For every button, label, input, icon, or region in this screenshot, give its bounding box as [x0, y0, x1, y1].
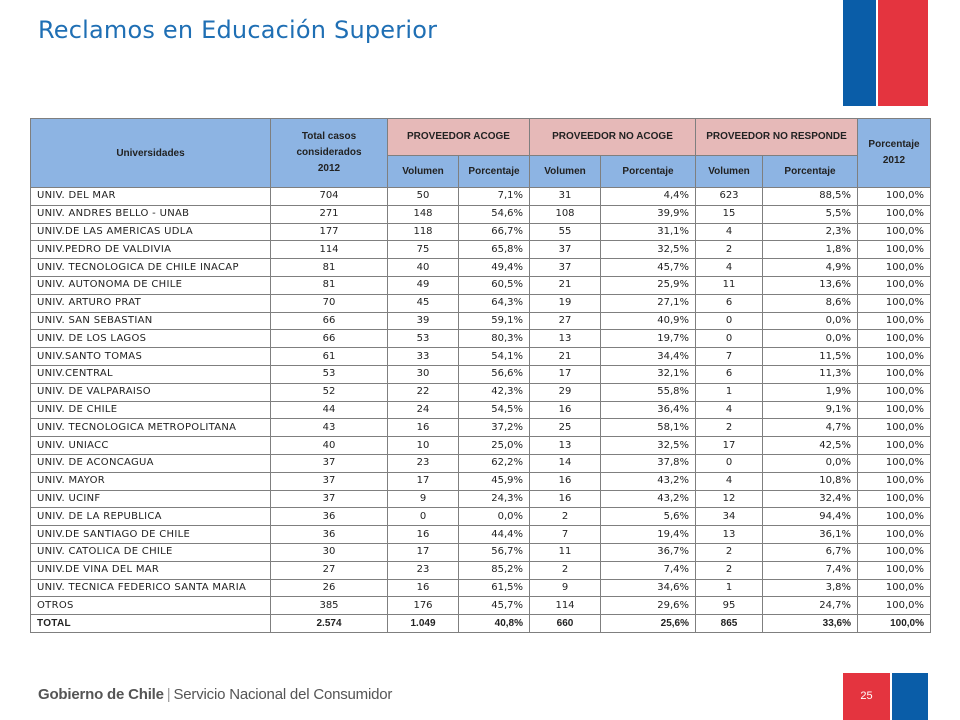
subheader-porcentaje: Porcentaje [459, 155, 530, 187]
cell-no-acoge-porcentaje: 25,9% [601, 276, 696, 294]
table-row [31, 543, 931, 561]
cell-total: 43 [271, 419, 388, 437]
cell-no-responde-volumen: 6 [696, 294, 763, 312]
cell-porcentaje-2012: 100,0% [858, 543, 931, 561]
table-row [31, 401, 931, 419]
cell-no-acoge-porcentaje: 32,1% [601, 365, 696, 383]
table-row [31, 490, 931, 508]
cell-acoge-volumen: 9 [388, 490, 459, 508]
cell-porcentaje-2012: 100,0% [858, 615, 931, 633]
table-row [31, 348, 931, 366]
cell-no-responde-porcentaje: 32,4% [763, 490, 858, 508]
cell-university: UNIV.DE VINA DEL MAR [31, 561, 271, 579]
cell-acoge-porcentaje: 40,8% [459, 615, 530, 633]
cell-total: 26 [271, 579, 388, 597]
cell-porcentaje-2012: 100,0% [858, 383, 931, 401]
cell-total: 36 [271, 508, 388, 526]
cell-no-responde-porcentaje: 24,7% [763, 597, 858, 615]
header-universidades: Universidades [31, 119, 271, 188]
footer [38, 686, 392, 703]
cell-no-responde-volumen: 4 [696, 223, 763, 241]
cell-acoge-volumen: 23 [388, 454, 459, 472]
cell-total: 37 [271, 490, 388, 508]
cell-no-acoge-porcentaje: 19,4% [601, 526, 696, 544]
cell-no-acoge-porcentaje: 39,9% [601, 205, 696, 223]
cell-acoge-volumen: 33 [388, 348, 459, 366]
cell-acoge-porcentaje: 7,1% [459, 188, 530, 206]
cell-no-responde-volumen: 0 [696, 312, 763, 330]
table-row [31, 188, 931, 206]
cell-no-acoge-volumen: 21 [530, 348, 601, 366]
cell-no-responde-porcentaje: 33,6% [763, 615, 858, 633]
cell-porcentaje-2012: 100,0% [858, 526, 931, 544]
cell-porcentaje-2012: 100,0% [858, 365, 931, 383]
subheader-porcentaje: Porcentaje [601, 155, 696, 187]
cell-no-acoge-volumen: 21 [530, 276, 601, 294]
cell-no-responde-porcentaje: 10,8% [763, 472, 858, 490]
cell-university: UNIV. TECNICA FEDERICO SANTA MARIA [31, 579, 271, 597]
flag-blue-top [843, 0, 876, 106]
cell-porcentaje-2012: 100,0% [858, 419, 931, 437]
cell-university: UNIV. DE VALPARAISO [31, 383, 271, 401]
cell-no-responde-volumen: 12 [696, 490, 763, 508]
footer-servicio: Servicio Nacional del Consumidor [173, 686, 393, 703]
cell-university: UNIV. ARTURO PRAT [31, 294, 271, 312]
cell-porcentaje-2012: 100,0% [858, 472, 931, 490]
cell-no-responde-porcentaje: 0,0% [763, 454, 858, 472]
cell-porcentaje-2012: 100,0% [858, 579, 931, 597]
cell-acoge-volumen: 30 [388, 365, 459, 383]
cell-no-responde-volumen: 623 [696, 188, 763, 206]
cell-porcentaje-2012: 100,0% [858, 561, 931, 579]
table-row [31, 508, 931, 526]
cell-acoge-porcentaje: 56,6% [459, 365, 530, 383]
cell-acoge-porcentaje: 44,4% [459, 526, 530, 544]
cell-no-acoge-porcentaje: 25,6% [601, 615, 696, 633]
cell-no-responde-volumen: 34 [696, 508, 763, 526]
cell-no-acoge-volumen: 29 [530, 383, 601, 401]
cell-no-responde-porcentaje: 11,3% [763, 365, 858, 383]
cell-university: UNIV. SAN SEBASTIAN [31, 312, 271, 330]
cell-acoge-volumen: 0 [388, 508, 459, 526]
table-row [31, 276, 931, 294]
cell-acoge-volumen: 49 [388, 276, 459, 294]
cell-acoge-porcentaje: 80,3% [459, 330, 530, 348]
cell-no-acoge-volumen: 2 [530, 561, 601, 579]
cell-no-responde-volumen: 15 [696, 205, 763, 223]
cell-university: UNIV. UCINF [31, 490, 271, 508]
table-row [31, 259, 931, 277]
cell-no-responde-volumen: 6 [696, 365, 763, 383]
cell-porcentaje-2012: 100,0% [858, 330, 931, 348]
header-acoge: PROVEEDOR ACOGE [388, 119, 530, 156]
cell-no-responde-porcentaje: 3,8% [763, 579, 858, 597]
cell-no-acoge-porcentaje: 19,7% [601, 330, 696, 348]
cell-no-acoge-porcentaje: 58,1% [601, 419, 696, 437]
cell-acoge-porcentaje: 60,5% [459, 276, 530, 294]
cell-acoge-porcentaje: 25,0% [459, 437, 530, 455]
cell-acoge-volumen: 39 [388, 312, 459, 330]
cell-total: 81 [271, 276, 388, 294]
cell-total: 271 [271, 205, 388, 223]
page-number: 25 [860, 690, 873, 702]
cell-university: UNIV. CATOLICA DE CHILE [31, 543, 271, 561]
cell-no-responde-porcentaje: 4,7% [763, 419, 858, 437]
cell-acoge-porcentaje: 64,3% [459, 294, 530, 312]
table-row [31, 365, 931, 383]
cell-no-acoge-porcentaje: 43,2% [601, 490, 696, 508]
table-row [31, 241, 931, 259]
cell-acoge-volumen: 23 [388, 561, 459, 579]
cell-acoge-volumen: 16 [388, 419, 459, 437]
cell-acoge-volumen: 16 [388, 579, 459, 597]
cell-no-acoge-volumen: 16 [530, 490, 601, 508]
table-body [31, 188, 931, 633]
cell-acoge-porcentaje: 45,7% [459, 597, 530, 615]
cell-no-responde-volumen: 17 [696, 437, 763, 455]
table-row [31, 437, 931, 455]
cell-no-acoge-volumen: 660 [530, 615, 601, 633]
flag-blue-bottom [892, 673, 928, 720]
cell-porcentaje-2012: 100,0% [858, 312, 931, 330]
cell-porcentaje-2012: 100,0% [858, 294, 931, 312]
cell-no-acoge-volumen: 31 [530, 188, 601, 206]
cell-porcentaje-2012: 100,0% [858, 437, 931, 455]
cell-acoge-volumen: 22 [388, 383, 459, 401]
cell-total: 81 [271, 259, 388, 277]
cell-no-responde-volumen: 2 [696, 419, 763, 437]
table-row [31, 383, 931, 401]
cell-total: 37 [271, 472, 388, 490]
cell-no-responde-porcentaje: 1,8% [763, 241, 858, 259]
cell-university: UNIV. DE CHILE [31, 401, 271, 419]
cell-no-acoge-volumen: 7 [530, 526, 601, 544]
cell-university: UNIV. ANDRES BELLO - UNAB [31, 205, 271, 223]
cell-no-acoge-porcentaje: 32,5% [601, 437, 696, 455]
cell-no-responde-porcentaje: 36,1% [763, 526, 858, 544]
cell-no-acoge-volumen: 37 [530, 259, 601, 277]
cell-total: 36 [271, 526, 388, 544]
cell-no-responde-porcentaje: 88,5% [763, 188, 858, 206]
cell-university: UNIV.SANTO TOMAS [31, 348, 271, 366]
subheader-volumen: Volumen [530, 155, 601, 187]
cell-total: 53 [271, 365, 388, 383]
cell-total: 37 [271, 454, 388, 472]
cell-porcentaje-2012: 100,0% [858, 348, 931, 366]
table-row [31, 205, 931, 223]
cell-acoge-porcentaje: 65,8% [459, 241, 530, 259]
table-row [31, 419, 931, 437]
cell-acoge-volumen: 118 [388, 223, 459, 241]
cell-no-acoge-volumen: 17 [530, 365, 601, 383]
total-row [31, 615, 931, 633]
cell-porcentaje-2012: 100,0% [858, 454, 931, 472]
cell-acoge-volumen: 148 [388, 205, 459, 223]
cell-porcentaje-2012: 100,0% [858, 508, 931, 526]
subheader-volumen: Volumen [388, 155, 459, 187]
page-title: Reclamos en Educación Superior [38, 16, 438, 44]
cell-acoge-porcentaje: 59,1% [459, 312, 530, 330]
cell-no-acoge-porcentaje: 34,6% [601, 579, 696, 597]
cell-no-responde-volumen: 0 [696, 454, 763, 472]
cell-no-acoge-porcentaje: 31,1% [601, 223, 696, 241]
header-total: Total casos considerados 2012 [271, 119, 388, 188]
cell-acoge-volumen: 16 [388, 526, 459, 544]
cell-acoge-volumen: 10 [388, 437, 459, 455]
subheader-volumen: Volumen [696, 155, 763, 187]
cell-no-acoge-volumen: 25 [530, 419, 601, 437]
cell-no-responde-volumen: 13 [696, 526, 763, 544]
cell-university: UNIV.DE LAS AMERICAS UDLA [31, 223, 271, 241]
cell-no-acoge-volumen: 37 [530, 241, 601, 259]
cell-acoge-volumen: 176 [388, 597, 459, 615]
cell-acoge-porcentaje: 54,1% [459, 348, 530, 366]
cell-acoge-porcentaje: 45,9% [459, 472, 530, 490]
table-row [31, 330, 931, 348]
cell-university: UNIV. DE LA REPUBLICA [31, 508, 271, 526]
cell-no-responde-volumen: 1 [696, 579, 763, 597]
cell-total: 30 [271, 543, 388, 561]
cell-porcentaje-2012: 100,0% [858, 241, 931, 259]
cell-no-responde-volumen: 4 [696, 259, 763, 277]
cell-no-responde-volumen: 2 [696, 561, 763, 579]
cell-porcentaje-2012: 100,0% [858, 188, 931, 206]
header-porcentaje: Porcentaje 2012 [858, 119, 931, 188]
footer-gobierno: Gobierno de Chile [38, 686, 164, 703]
cell-university: UNIV.DE SANTIAGO DE CHILE [31, 526, 271, 544]
cell-no-acoge-porcentaje: 27,1% [601, 294, 696, 312]
cell-acoge-volumen: 53 [388, 330, 459, 348]
cell-total: 66 [271, 312, 388, 330]
cell-no-acoge-porcentaje: 40,9% [601, 312, 696, 330]
cell-university: UNIV. DEL MAR [31, 188, 271, 206]
cell-total: 44 [271, 401, 388, 419]
cell-total: 66 [271, 330, 388, 348]
cell-acoge-porcentaje: 85,2% [459, 561, 530, 579]
cell-no-acoge-volumen: 19 [530, 294, 601, 312]
cell-no-responde-porcentaje: 11,5% [763, 348, 858, 366]
cell-no-acoge-volumen: 14 [530, 454, 601, 472]
cell-total: 385 [271, 597, 388, 615]
cell-acoge-porcentaje: 42,3% [459, 383, 530, 401]
table-row [31, 597, 931, 615]
cell-no-responde-porcentaje: 13,6% [763, 276, 858, 294]
cell-porcentaje-2012: 100,0% [858, 490, 931, 508]
cell-no-responde-porcentaje: 94,4% [763, 508, 858, 526]
cell-no-acoge-volumen: 55 [530, 223, 601, 241]
cell-acoge-porcentaje: 0,0% [459, 508, 530, 526]
cell-porcentaje-2012: 100,0% [858, 259, 931, 277]
cell-acoge-porcentaje: 54,6% [459, 205, 530, 223]
cell-no-responde-volumen: 4 [696, 401, 763, 419]
cell-no-responde-volumen: 7 [696, 348, 763, 366]
cell-no-responde-volumen: 1 [696, 383, 763, 401]
cell-acoge-porcentaje: 54,5% [459, 401, 530, 419]
cell-total: 114 [271, 241, 388, 259]
cell-acoge-porcentaje: 66,7% [459, 223, 530, 241]
cell-no-responde-volumen: 2 [696, 241, 763, 259]
cell-university: UNIV. DE LOS LAGOS [31, 330, 271, 348]
cell-university: UNIV.PEDRO DE VALDIVIA [31, 241, 271, 259]
cell-no-responde-porcentaje: 1,9% [763, 383, 858, 401]
cell-porcentaje-2012: 100,0% [858, 401, 931, 419]
cell-university: UNIV. TECNOLOGICA METROPOLITANA [31, 419, 271, 437]
cell-university: UNIV. TECNOLOGICA DE CHILE INACAP [31, 259, 271, 277]
table-row [31, 312, 931, 330]
cell-acoge-volumen: 40 [388, 259, 459, 277]
table-row [31, 472, 931, 490]
table-row [31, 294, 931, 312]
cell-acoge-porcentaje: 61,5% [459, 579, 530, 597]
cell-no-acoge-porcentaje: 43,2% [601, 472, 696, 490]
cell-no-acoge-porcentaje: 5,6% [601, 508, 696, 526]
cell-porcentaje-2012: 100,0% [858, 597, 931, 615]
table-row [31, 223, 931, 241]
table-row [31, 561, 931, 579]
table-row [31, 579, 931, 597]
cell-no-acoge-porcentaje: 55,8% [601, 383, 696, 401]
cell-acoge-volumen: 45 [388, 294, 459, 312]
cell-total: 27 [271, 561, 388, 579]
cell-acoge-volumen: 50 [388, 188, 459, 206]
cell-no-acoge-volumen: 27 [530, 312, 601, 330]
cell-no-responde-porcentaje: 0,0% [763, 330, 858, 348]
cell-porcentaje-2012: 100,0% [858, 205, 931, 223]
cell-acoge-porcentaje: 56,7% [459, 543, 530, 561]
cell-total: 704 [271, 188, 388, 206]
cell-acoge-porcentaje: 37,2% [459, 419, 530, 437]
cell-total: 52 [271, 383, 388, 401]
footer-separator: | [166, 686, 171, 703]
cell-no-responde-porcentaje: 6,7% [763, 543, 858, 561]
cell-acoge-volumen: 75 [388, 241, 459, 259]
header-no-responde: PROVEEDOR NO RESPONDE [696, 119, 858, 156]
cell-no-responde-porcentaje: 2,3% [763, 223, 858, 241]
cell-university: UNIV. DE ACONCAGUA [31, 454, 271, 472]
cell-total: 40 [271, 437, 388, 455]
cell-no-responde-volumen: 11 [696, 276, 763, 294]
cell-no-acoge-volumen: 108 [530, 205, 601, 223]
cell-university: UNIV. UNIACC [31, 437, 271, 455]
cell-no-acoge-porcentaje: 36,4% [601, 401, 696, 419]
cell-total: 177 [271, 223, 388, 241]
cell-porcentaje-2012: 100,0% [858, 276, 931, 294]
table-row [31, 454, 931, 472]
cell-university: UNIV. MAYOR [31, 472, 271, 490]
cell-no-acoge-porcentaje: 32,5% [601, 241, 696, 259]
cell-no-acoge-porcentaje: 4,4% [601, 188, 696, 206]
cell-no-acoge-volumen: 16 [530, 472, 601, 490]
cell-no-responde-porcentaje: 8,6% [763, 294, 858, 312]
cell-no-responde-volumen: 0 [696, 330, 763, 348]
cell-no-responde-volumen: 4 [696, 472, 763, 490]
cell-acoge-porcentaje: 24,3% [459, 490, 530, 508]
table-row [31, 526, 931, 544]
cell-porcentaje-2012: 100,0% [858, 223, 931, 241]
cell-no-acoge-volumen: 16 [530, 401, 601, 419]
cell-acoge-volumen: 24 [388, 401, 459, 419]
cell-no-acoge-porcentaje: 34,4% [601, 348, 696, 366]
cell-no-acoge-porcentaje: 7,4% [601, 561, 696, 579]
cell-no-responde-porcentaje: 5,5% [763, 205, 858, 223]
claims-table [30, 118, 931, 633]
cell-no-acoge-volumen: 114 [530, 597, 601, 615]
cell-acoge-porcentaje: 62,2% [459, 454, 530, 472]
cell-total: 2.574 [271, 615, 388, 633]
cell-no-responde-volumen: 95 [696, 597, 763, 615]
header-no-acoge: PROVEEDOR NO ACOGE [530, 119, 696, 156]
cell-no-acoge-porcentaje: 29,6% [601, 597, 696, 615]
flag-red-top [878, 0, 928, 106]
cell-no-acoge-volumen: 13 [530, 437, 601, 455]
cell-acoge-porcentaje: 49,4% [459, 259, 530, 277]
cell-no-acoge-volumen: 13 [530, 330, 601, 348]
cell-no-acoge-volumen: 11 [530, 543, 601, 561]
cell-no-responde-volumen: 2 [696, 543, 763, 561]
cell-no-responde-porcentaje: 0,0% [763, 312, 858, 330]
cell-no-acoge-volumen: 9 [530, 579, 601, 597]
cell-total: 70 [271, 294, 388, 312]
subheader-porcentaje: Porcentaje [763, 155, 858, 187]
cell-no-responde-porcentaje: 7,4% [763, 561, 858, 579]
cell-no-responde-porcentaje: 42,5% [763, 437, 858, 455]
cell-acoge-volumen: 1.049 [388, 615, 459, 633]
cell-no-acoge-porcentaje: 36,7% [601, 543, 696, 561]
cell-university: OTROS [31, 597, 271, 615]
cell-no-acoge-porcentaje: 45,7% [601, 259, 696, 277]
cell-no-acoge-porcentaje: 37,8% [601, 454, 696, 472]
cell-university: TOTAL [31, 615, 271, 633]
cell-no-responde-volumen: 865 [696, 615, 763, 633]
cell-university: UNIV.CENTRAL [31, 365, 271, 383]
cell-no-acoge-volumen: 2 [530, 508, 601, 526]
cell-university: UNIV. AUTONOMA DE CHILE [31, 276, 271, 294]
cell-acoge-volumen: 17 [388, 472, 459, 490]
cell-no-responde-porcentaje: 9,1% [763, 401, 858, 419]
cell-no-responde-porcentaje: 4,9% [763, 259, 858, 277]
cell-acoge-volumen: 17 [388, 543, 459, 561]
cell-total: 61 [271, 348, 388, 366]
